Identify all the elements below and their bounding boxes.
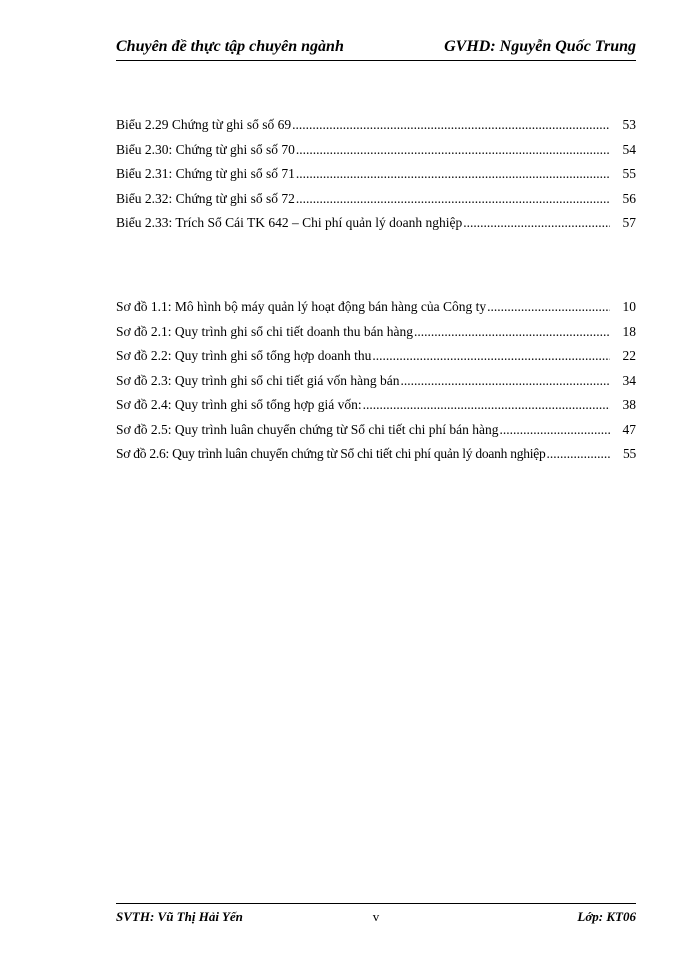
- toc-entry-label: Sơ đồ 2.1: Quy trình ghi sổ chi tiết doanh thu bán hàng: [116, 323, 413, 339]
- toc-entry-label: Sơ đồ 2.6: Quy trình luân chuyển chứng từ Sổ chi tiết chi phí quản lý doanh nghiệp: [116, 446, 546, 461]
- toc-entry-page: 55: [623, 446, 636, 461]
- dot-leader: [296, 187, 610, 212]
- toc-entry: [116, 418, 636, 443]
- toc-entry: [116, 162, 636, 187]
- toc-entry-label: Sơ đồ 2.4: Quy trình ghi sổ tổng hợp giá vốn:: [116, 397, 362, 412]
- toc-entry: [116, 113, 636, 138]
- toc-entry: [116, 187, 636, 212]
- toc-entry: [116, 295, 636, 320]
- dot-leader: [401, 369, 611, 394]
- toc-entry: [116, 320, 636, 345]
- header-title: Chuyên đề thực tập chuyên ngành: [116, 38, 344, 55]
- toc-entry-label: Biểu 2.32: Chứng từ ghi sổ số 72: [116, 190, 295, 206]
- toc-entry-label: Biểu 2.29 Chứng từ ghi sổ số 69: [116, 117, 292, 132]
- toc-entry-page: 34: [622, 372, 636, 388]
- toc-entry-label: Biểu 2.30: Chứng từ ghi sổ số 70: [116, 141, 295, 157]
- footer-student: SVTH: Vũ Thị Hải Yến: [116, 909, 243, 924]
- dot-leader: [546, 442, 610, 467]
- toc-list-bieu: [116, 113, 636, 236]
- toc-entry-label: Sơ đồ 2.5: Quy trình luân chuyển chứng từ Sổ chi tiết chi phí bán hàng: [116, 421, 499, 437]
- toc-entry-page: 53: [622, 117, 636, 132]
- dot-leader: [296, 162, 610, 187]
- toc-entry: [116, 344, 636, 369]
- dot-leader: [363, 393, 610, 418]
- toc-entry-page: 55: [622, 166, 636, 181]
- toc-entry: [116, 442, 636, 467]
- toc-entry: [116, 393, 636, 418]
- dot-leader: [296, 138, 610, 163]
- page-header: [116, 38, 636, 61]
- dot-leader: [372, 344, 610, 369]
- toc-entry-page: 18: [622, 323, 636, 339]
- dot-leader: [499, 418, 610, 443]
- dot-leader: [463, 211, 610, 236]
- toc-list-sodo: [116, 295, 636, 467]
- toc-entry: [116, 369, 636, 394]
- toc-entry-page: 57: [622, 215, 636, 230]
- dot-leader: [414, 320, 610, 345]
- toc-entry: [116, 211, 636, 236]
- toc-entry-label: Sơ đồ 1.1: Mô hình bộ máy quản lý hoạt động bán hàng của Công ty: [116, 299, 487, 314]
- dot-leader: [487, 295, 610, 320]
- toc-entry: [116, 138, 636, 163]
- toc-entry-page: 10: [622, 299, 636, 314]
- footer-page-number: v: [372, 909, 380, 924]
- toc-entry-label: Sơ đồ 2.3: Quy trình ghi sổ chi tiết giá vốn hàng bán: [116, 372, 400, 388]
- toc-entry-label: Sơ đồ 2.2: Quy trình ghi sổ tổng hợp doanh thu: [116, 348, 372, 363]
- toc-entry-page: 38: [622, 397, 636, 412]
- toc-entry-label: Biểu 2.31: Chứng từ ghi sổ số 71: [116, 166, 295, 181]
- page-footer: [116, 903, 636, 926]
- footer-class: Lớp: KT06: [577, 909, 636, 924]
- toc-entry-page: 56: [622, 190, 636, 206]
- toc-entry-page: 47: [622, 421, 636, 437]
- toc-entry-label: Biểu 2.33: Trích Sổ Cái TK 642 – Chi phí quản lý doanh nghiệp: [116, 215, 463, 230]
- toc-entry-page: 22: [622, 348, 636, 363]
- header-supervisor: GVHD: Nguyễn Quốc Trung: [444, 38, 636, 55]
- dot-leader: [292, 113, 610, 138]
- toc-entry-page: 54: [622, 141, 636, 157]
